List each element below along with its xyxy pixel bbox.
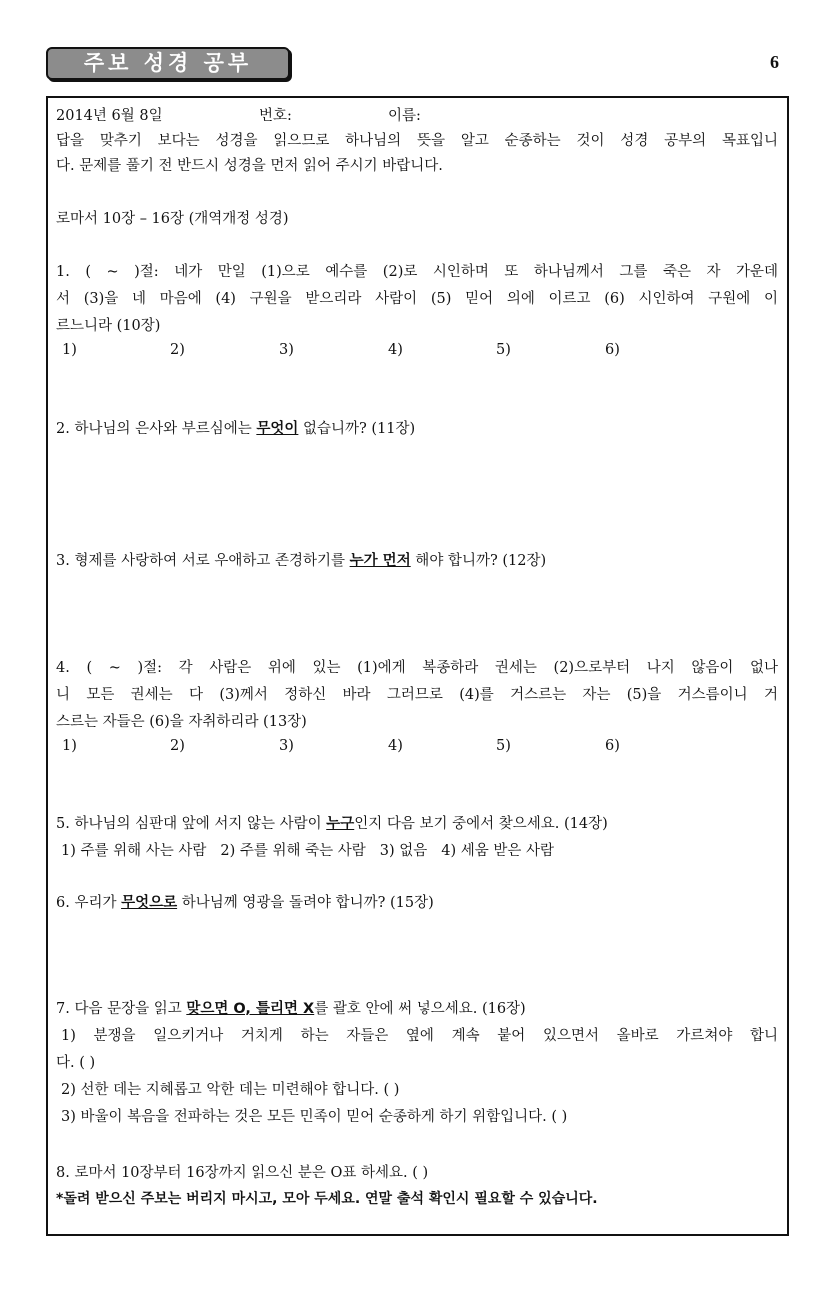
q7-text — [56, 1000, 526, 1018]
q5-choice: 2) 주를 위해 죽는 사람 — [220, 843, 366, 859]
date-text: 2014년 6월 8일 — [56, 108, 163, 124]
q4-option: 6) — [605, 738, 620, 754]
page-number: 6 — [770, 52, 779, 72]
q3-text — [56, 552, 546, 570]
q1-option: 4) — [388, 342, 403, 358]
q5-prefix: 5. 하나님의 심판대 앞에 서지 않는 사람이 — [56, 816, 327, 832]
q5-choices — [61, 842, 554, 860]
q5-text — [56, 815, 608, 833]
q3-suffix: 해야 합니까? (12장) — [410, 553, 547, 569]
q1-line-1: 1. ( ~ )절: 네가 만일 (1)으로 예수를 (2)로 시인하며 또 하나님께서 그를 죽은 자 가운데 — [56, 264, 778, 280]
name-label: 이름: — [388, 108, 421, 124]
q1-options — [56, 341, 776, 359]
q4-option: 4) — [388, 738, 403, 754]
title-banner — [46, 47, 290, 80]
q4-options — [56, 737, 776, 755]
q5-choice: 3) 없음 — [379, 843, 428, 859]
q3-prefix: 3. 형제를 사랑하여 서로 우애하고 존경하기를 — [56, 553, 350, 569]
q7-suffix: 를 괄호 안에 써 넣으세요. (16장) — [314, 1001, 526, 1017]
page-title: 주보 성경 공부 — [83, 51, 253, 75]
q1-option: 6) — [605, 342, 620, 358]
q4-line-3: 스르는 자들은 (6)을 자취하리라 (13장) — [56, 714, 307, 730]
q4-option: 2) — [170, 738, 185, 754]
q5-choice: 1) 주를 위해 사는 사람 — [61, 843, 207, 859]
q7-statement-2: 2) 선한 데는 지혜롭고 악한 데는 미련해야 합니다. ( ) — [61, 1082, 400, 1098]
q2-emphasis: 무엇이 — [256, 421, 299, 437]
q6-emphasis: 무엇으로 — [121, 895, 178, 911]
q6-suffix: 하나님께 영광을 돌려야 합니까? (15장) — [177, 895, 434, 911]
q6-text — [56, 894, 434, 912]
scope-text: 로마서 10장 – 16장 (개역개정 성경) — [56, 211, 289, 227]
q2-prefix: 2. 하나님의 은사와 부르심에는 — [56, 421, 257, 437]
q1-option: 5) — [496, 342, 511, 358]
q4-option: 5) — [496, 738, 511, 754]
q1-line-3: 르느니라 (10장) — [56, 318, 161, 334]
notice-text: *돌려 받으신 주보는 버리지 마시고, 모아 두세요. 연말 출석 확인시 필요할 수 있습니다. — [56, 1191, 598, 1207]
intro-line-2: 다. 문제를 풀기 전 반드시 성경을 먼저 읽어 주시기 바랍니다. — [56, 158, 443, 174]
q7-emphasis: 맞으면 O, 틀리면 X — [186, 1001, 315, 1017]
q4-option: 1) — [62, 738, 77, 754]
q5-choice: 4) 세움 받은 사람 — [441, 843, 555, 859]
q3-emphasis: 누가 먼저 — [349, 553, 411, 569]
q5-suffix: 인지 다음 보기 중에서 찾으세요. (14장) — [354, 816, 608, 832]
q7-statement-1-line-2: 다. ( ) — [56, 1055, 96, 1071]
q2-suffix: 없습니까? (11장) — [298, 421, 416, 437]
q8-text: 8. 로마서 10장부터 16장까지 읽으신 분은 O표 하세요. ( ) — [56, 1165, 429, 1181]
q2-text — [56, 420, 415, 438]
q7-prefix: 7. 다음 문장을 읽고 — [56, 1001, 187, 1017]
info-row — [56, 107, 776, 125]
q6-prefix: 6. 우리가 — [56, 895, 122, 911]
number-label: 번호: — [259, 108, 292, 124]
q7-statement-3: 3) 바울이 복음을 전파하는 것은 모든 민족이 믿어 순종하게 하기 위함입니다. ( ) — [61, 1109, 568, 1125]
q1-option: 2) — [170, 342, 185, 358]
q1-line-2: 서 (3)을 네 마음에 (4) 구원을 받으리라 사람이 (5) 믿어 의에 이르고 (6) 시인하여 구원에 이 — [56, 291, 778, 307]
q4-line-1: 4. ( ~ )절: 각 사람은 위에 있는 (1)에게 복종하라 권세는 (2)으로부터 나지 않음이 없나 — [56, 660, 778, 676]
q5-emphasis: 누구 — [326, 816, 355, 832]
q4-line-2: 니 모든 권세는 다 (3)께서 정하신 바라 그러므로 (4)를 거스르는 자는 (5)을 거스름이니 거 — [56, 687, 778, 703]
intro-line-1: 답을 맞추기 보다는 성경을 읽으므로 하나님의 뜻을 알고 순종하는 것이 성경 공부의 목표입니 — [56, 133, 778, 149]
q1-option: 1) — [62, 342, 77, 358]
q1-option: 3) — [279, 342, 294, 358]
q4-option: 3) — [279, 738, 294, 754]
q7-statement-1-line-1: 1) 분쟁을 일으키거나 거치게 하는 자들은 옆에 계속 붙어 있으면서 올바로 가르쳐야 합니 — [61, 1028, 778, 1044]
